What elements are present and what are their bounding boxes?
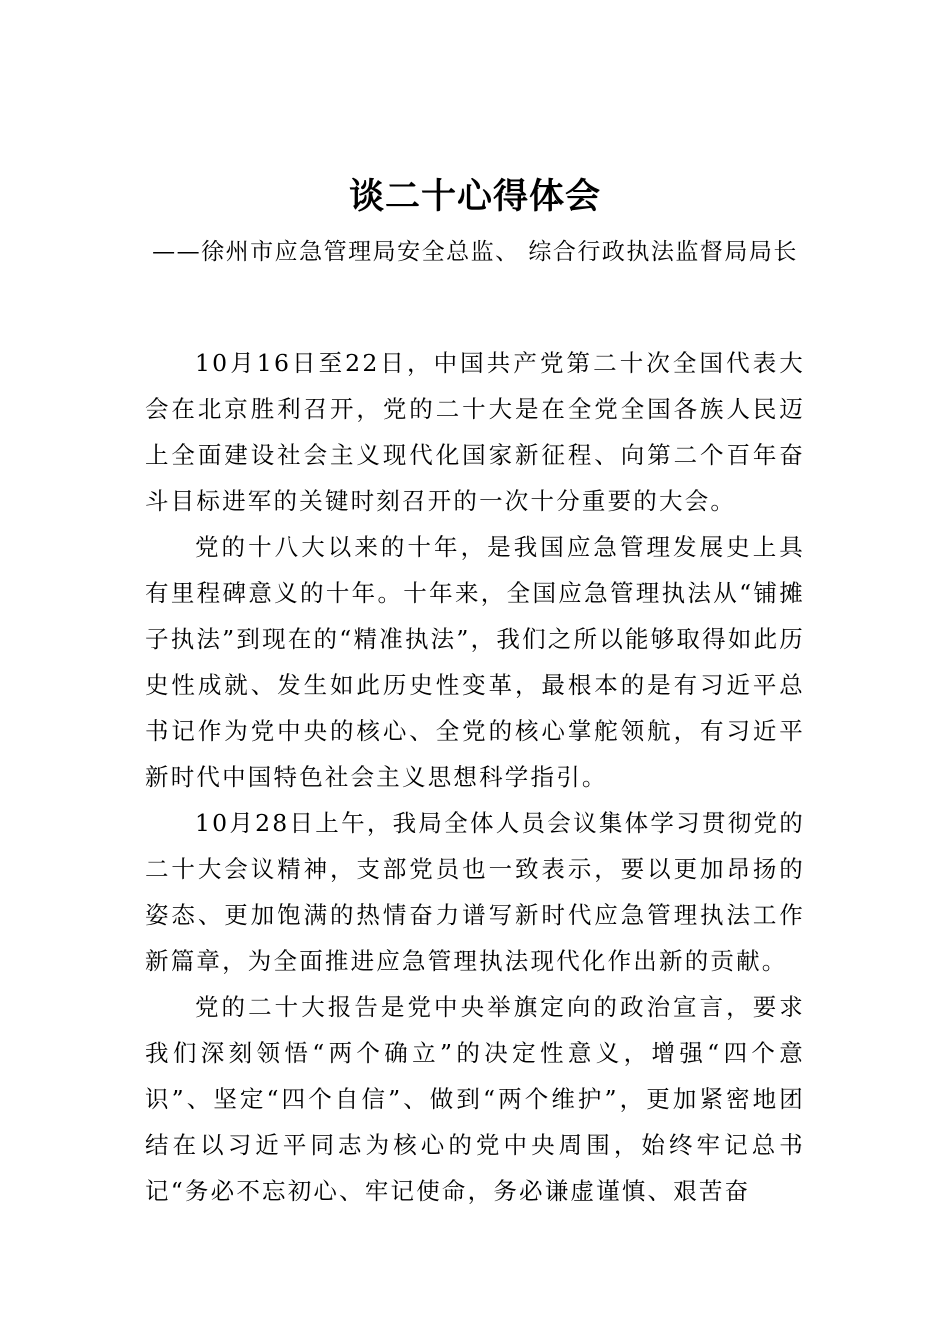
document-body	[145, 340, 805, 1214]
paragraph: 党的十八大以来的十年，是我国应急管理发展史上具有里程碑意义的十年。十年来，全国应急管理执法从“铺摊子执法”到现在的“精准执法”，我们之所以能够取得如此历史性成就、发生如此历史性变革，最根本的是有习近平总书记作为党中央的核心、全党的核心掌舵领航，有习近平新时代中国特色社会主义思想科学指引。	[145, 533, 805, 791]
paragraph: 10月16日至22日，中国共产党第二十次全国代表大会在北京胜利召开，党的二十大是在全党全国各族人民迈上全面建设社会主义现代化国家新征程、向第二个百年奋斗目标进军的关键时刻召开的一次十分重要的大会。	[145, 349, 805, 515]
paragraph: 党的二十大报告是党中央举旗定向的政治宣言，要求我们深刻领悟“两个确立”的决定性意义，增强“四个意识”、坚定“四个自信”、做到“两个维护”，更加紧密地团结在以习近平同志为核心的党中央周围，始终牢记总书记“务必不忘初心、牢记使命，务必谦虚谨慎、艰苦奋	[145, 993, 805, 1205]
document-title: 谈二十心得体会	[348, 176, 601, 217]
document-subtitle: ——徐州市应急管理局安全总监、 综合行政执法监督局局长	[152, 239, 798, 265]
paragraph: 10月28日上午，我局全体人员会议集体学习贯彻党的二十大会议精神，支部党员也一致表示，要以更加昂扬的姿态、更加饱满的热情奋力谱写新时代应急管理执法工作新篇章，为全面推进应急管理执法现代化作出新的贡献。	[145, 809, 805, 975]
